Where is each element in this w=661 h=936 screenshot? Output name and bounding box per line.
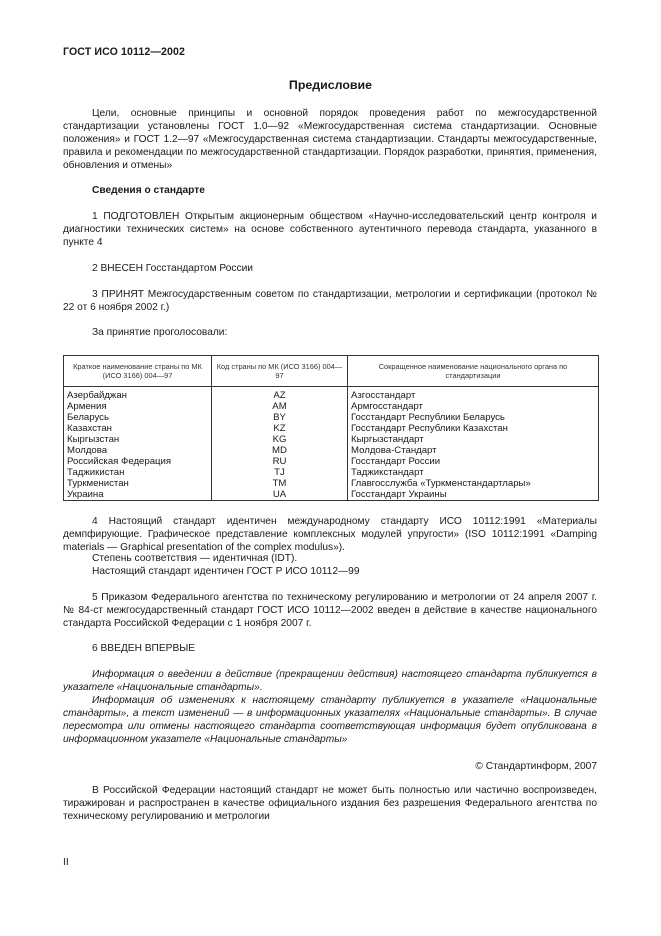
- body-cell: Госстандарт России: [348, 456, 599, 467]
- body-cell: Госстандарт Республики Беларусь: [348, 412, 599, 423]
- body-cell: Молдова-Стандарт: [348, 445, 599, 456]
- document-code: ГОСТ ИСО 10112—2002: [63, 46, 186, 58]
- body-cell: Госстандарт Республики Казахстан: [348, 423, 599, 434]
- vote-intro: За принятие проголосовали:: [92, 327, 228, 338]
- body-cell: Госстандарт Украины: [348, 489, 599, 501]
- table-row: [64, 386, 599, 401]
- body-cell: Армгосстандарт: [348, 401, 599, 412]
- country-cell: Туркменистан: [64, 478, 212, 489]
- item-4-degree: Степень соответствия — идентичная (IDT).: [92, 553, 298, 564]
- item-5-order: 5 Приказом Федерального агентства по техническому регулированию и метрологии от 24 апреля 2007 г. № 84-ст межгосударственный стандарт ГОСТ ИСО 10112—2002 введен в действие в качестве национального стандарта Российской Федерации с 1 ноября 2007 г.: [63, 592, 597, 629]
- code-cell: KZ: [212, 423, 348, 434]
- code-cell: AZ: [212, 386, 348, 401]
- page-number: II: [63, 857, 69, 868]
- item-2-introduced: 2 ВНЕСЕН Госстандартом России: [92, 263, 253, 274]
- country-cell: Кыргызстан: [64, 434, 212, 445]
- table-row: [64, 456, 599, 467]
- table-row: [64, 467, 599, 478]
- table-row: [64, 423, 599, 434]
- table-header-row: [64, 356, 599, 387]
- page-title: Предисловие: [288, 78, 373, 92]
- column-header-code: Код страны по МК (ИСО 3166) 004—97: [212, 356, 348, 387]
- country-cell: Молдова: [64, 445, 212, 456]
- country-cell: Казахстан: [64, 423, 212, 434]
- code-cell: TJ: [212, 467, 348, 478]
- body-cell: Кыргызстандарт: [348, 434, 599, 445]
- item-4-identity: 4 Настоящий стандарт идентичен международному стандарту ИСО 10112:1991 «Материалы демпфирующие. Графическое представление комплексных модулей упругости» (ISO 10112:1991 «Damping materials — Graphical presentation of the complex modulus»).: [63, 516, 597, 553]
- country-cell: Армения: [64, 401, 212, 412]
- column-header-country: Краткое наименование страны по МК (ИСО 3166) 004—97: [64, 356, 212, 387]
- reproduction-notice: В Российской Федерации настоящий стандарт не может быть полностью или частично воспроизведен, тиражирован и распространен в качестве официального издания без разрешения Федерального агентства по техническому регулированию и метрологии: [63, 785, 597, 822]
- item-6-first-introduced: 6 ВВЕДЕН ВПЕРВЫЕ: [92, 643, 196, 654]
- code-cell: AM: [212, 401, 348, 412]
- table-row: [64, 445, 599, 456]
- column-header-body: Сокращенное наименование национального органа по стандартизации: [348, 356, 599, 387]
- code-cell: RU: [212, 456, 348, 467]
- table-row: [64, 478, 599, 489]
- section-heading: Сведения о стандарте: [92, 185, 205, 196]
- info-paragraph-1: Информация о введении в действие (прекращении действия) настоящего стандарта публикуется в указателе «Национальные стандарты».: [63, 669, 597, 693]
- item-1-prepared: 1 ПОДГОТОВЛЕН Открытым акционерным обществом «Научно-исследовательский центр контроля и диагностики технических систем» на основе собственного аутентичного перевода стандарта, указанного в пункте 4: [63, 211, 597, 248]
- country-cell: Таджикистан: [64, 467, 212, 478]
- voting-table: [63, 355, 599, 501]
- item-4-identical: Настоящий стандарт идентичен ГОСТ Р ИСО 10112—99: [92, 566, 360, 577]
- intro-paragraph: Цели, основные принципы и основной порядок проведения работ по межгосударственной стандартизации установлены ГОСТ 1.0—92 «Межгосударственная система стандартизации. Основные положения» и ГОСТ 1.2—97 «Межгосударственная система стандартизации. Стандарты межгосударственные, правила и рекомендации по межгосударственной стандартизации. Порядок разработки, принятия, применения, обновления и отмены»: [63, 108, 597, 171]
- country-cell: Азербайджан: [64, 386, 212, 401]
- country-cell: Российская Федерация: [64, 456, 212, 467]
- table-row: [64, 434, 599, 445]
- code-cell: KG: [212, 434, 348, 445]
- body-cell: Главгосслужба «Туркменстандартлары»: [348, 478, 599, 489]
- table-row: [64, 412, 599, 423]
- info-paragraph-2: Информация об изменениях к настоящему стандарту публикуется в указателе «Национальные стандарты», а текст изменений — в информационных указателях «Национальные стандарты». В случае пересмотра или отмены настоящего стандарта соответствующая информация будет опубликована в информационном указателе «Национальные стандарты»: [63, 695, 597, 745]
- code-cell: BY: [212, 412, 348, 423]
- code-cell: TM: [212, 478, 348, 489]
- item-3-adopted: 3 ПРИНЯТ Межгосударственным советом по стандартизации, метрологии и сертификации (протокол № 22 от 6 ноября 2002 г.): [63, 289, 597, 313]
- country-cell: Украина: [64, 489, 212, 501]
- code-cell: UA: [212, 489, 348, 501]
- table-row: [64, 489, 599, 501]
- code-cell: MD: [212, 445, 348, 456]
- table-row: [64, 401, 599, 412]
- body-cell: Таджикстандарт: [348, 467, 599, 478]
- copyright-line: © Стандартинформ, 2007: [475, 761, 597, 772]
- body-cell: Азгосстандарт: [348, 386, 599, 401]
- country-cell: Беларусь: [64, 412, 212, 423]
